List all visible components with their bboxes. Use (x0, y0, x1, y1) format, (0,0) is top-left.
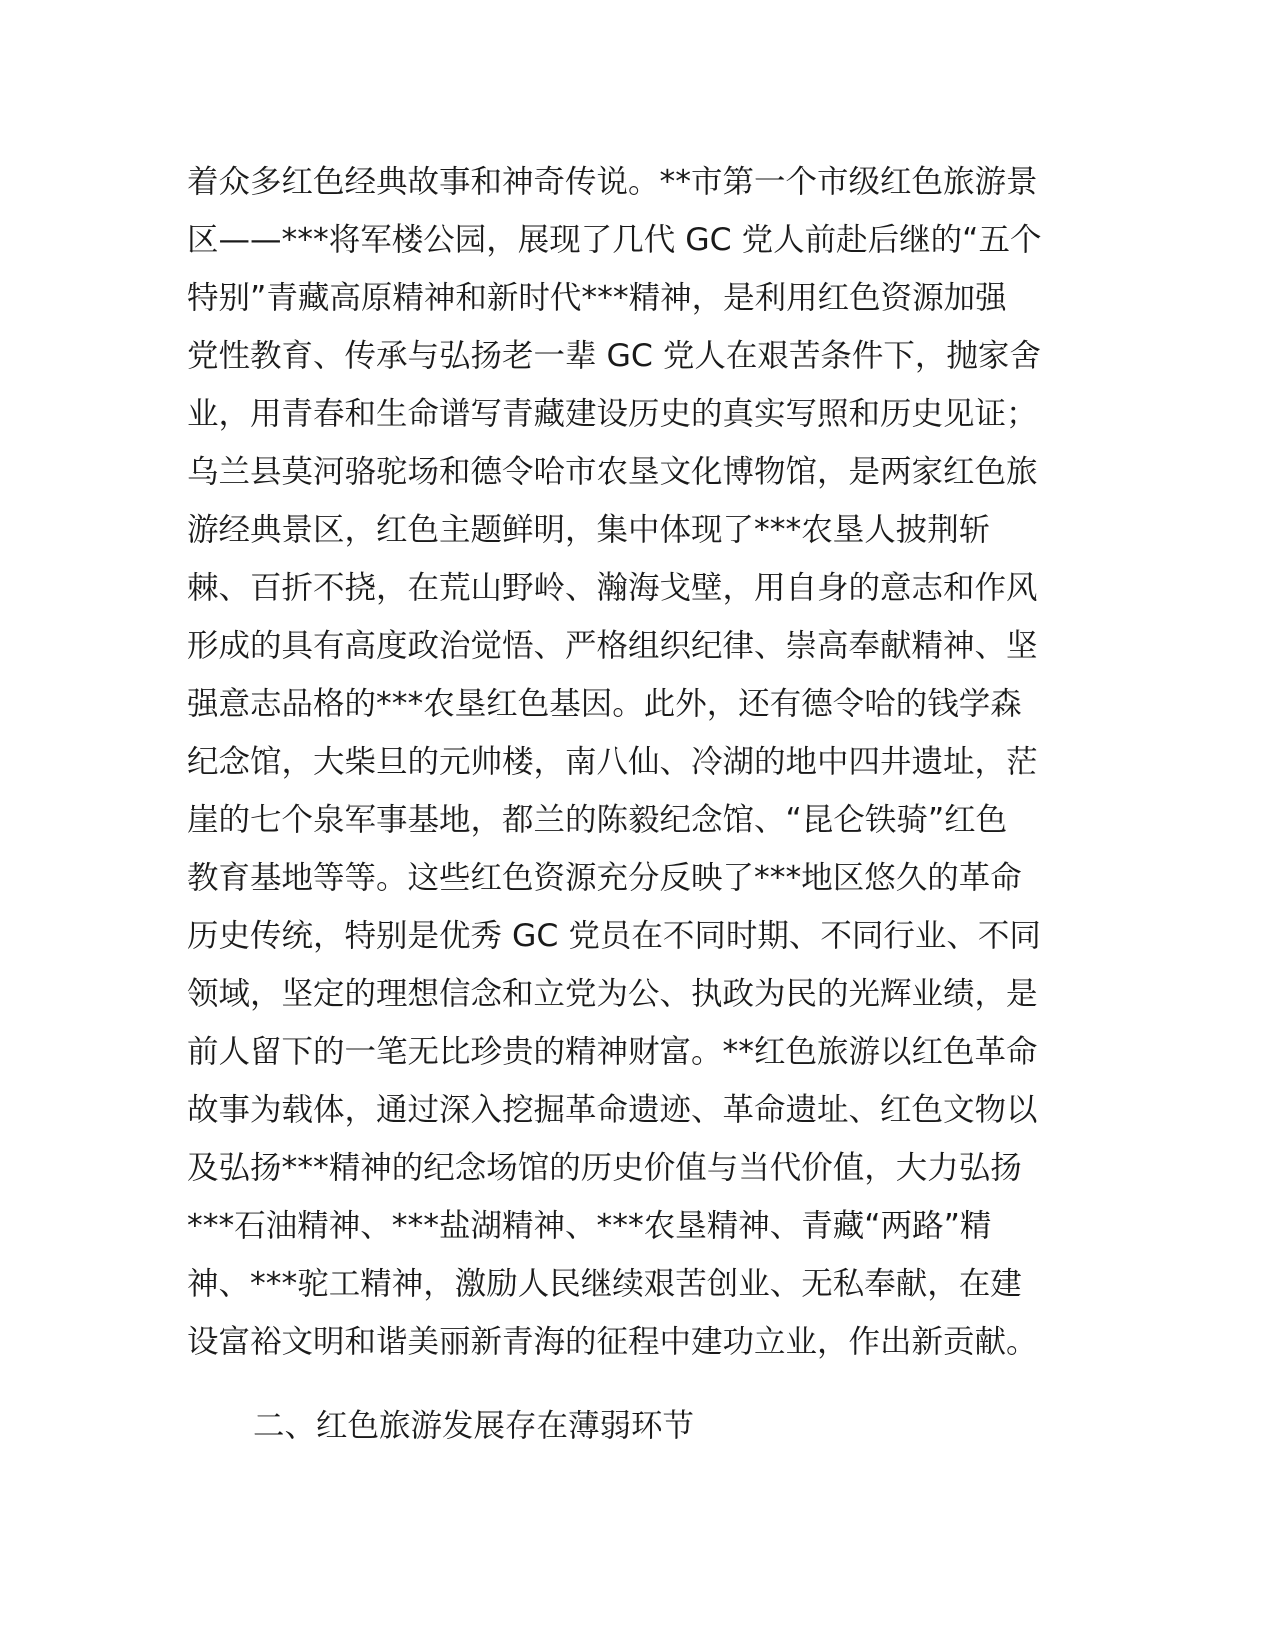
text-line: 故事为载体，通过深入挖掘革命遗迹、革命遗址、红色文物以 (187, 1092, 1038, 1128)
text-line: 业，用青春和生命谱写青藏建设历史的真实写照和历史见证； (187, 396, 1038, 432)
text-line: 区——***将军楼公园，展现了几代 GC 党人前赴后继的“五个 (187, 222, 1042, 258)
text-line: 崖的七个泉军事基地，都兰的陈毅纪念馆、“昆仑铁骑”红色 (187, 802, 1008, 838)
text-line: 及弘扬***精神的纪念场馆的历史价值与当代价值，大力弘扬 (187, 1150, 1022, 1186)
text-line: 强意志品格的***农垦红色基因。此外，还有德令哈的钱学森 (187, 686, 1022, 722)
text-line: 着众多红色经典故事和神奇传说。**市第一个市级红色旅游景 (187, 164, 1038, 200)
text-line: 党性教育、传承与弘扬老一辈 GC 党人在艰苦条件下，抛家舍 (187, 338, 1041, 374)
text-line: 设富裕文明和谐美丽新青海的征程中建功立业，作出新贡献。 (187, 1324, 1038, 1360)
text-line: 前人留下的一笔无比珍贵的精神财富。**红色旅游以红色革命 (187, 1034, 1038, 1070)
text-line: 历史传统，特别是优秀 GC 党员在不同时期、不同行业、不同 (187, 918, 1041, 954)
text-line: 神、***驼工精神，激励人民继续艰苦创业、无私奉献，在建 (187, 1266, 1022, 1302)
section-heading: 二、红色旅游发展存在薄弱环节 (253, 1408, 695, 1444)
text-line: ***石油精神、***盐湖精神、***农垦精神、青藏“两路”精 (187, 1208, 992, 1244)
text-line: 特别”青藏高原精神和新时代***精神，是利用红色资源加强 (187, 280, 1007, 316)
text-line: 游经典景区，红色主题鲜明，集中体现了***农垦人披荆斩 (187, 512, 991, 548)
text-line: 教育基地等等。这些红色资源充分反映了***地区悠久的革命 (187, 860, 1022, 896)
text-line: 领域，坚定的理想信念和立党为公、执政为民的光辉业绩，是 (187, 976, 1038, 1012)
body-paragraph (187, 153, 1087, 1371)
text-line: 乌兰县莫河骆驼场和德令哈市农垦文化博物馆，是两家红色旅 (187, 454, 1038, 490)
text-line: 棘、百折不挠，在荒山野岭、瀚海戈壁，用自身的意志和作风 (187, 570, 1038, 606)
text-line: 形成的具有高度政治觉悟、严格组织纪律、崇高奉献精神、坚 (187, 628, 1038, 664)
text-line: 纪念馆，大柴旦的元帅楼，南八仙、冷湖的地中四井遗址，茫 (187, 744, 1038, 780)
